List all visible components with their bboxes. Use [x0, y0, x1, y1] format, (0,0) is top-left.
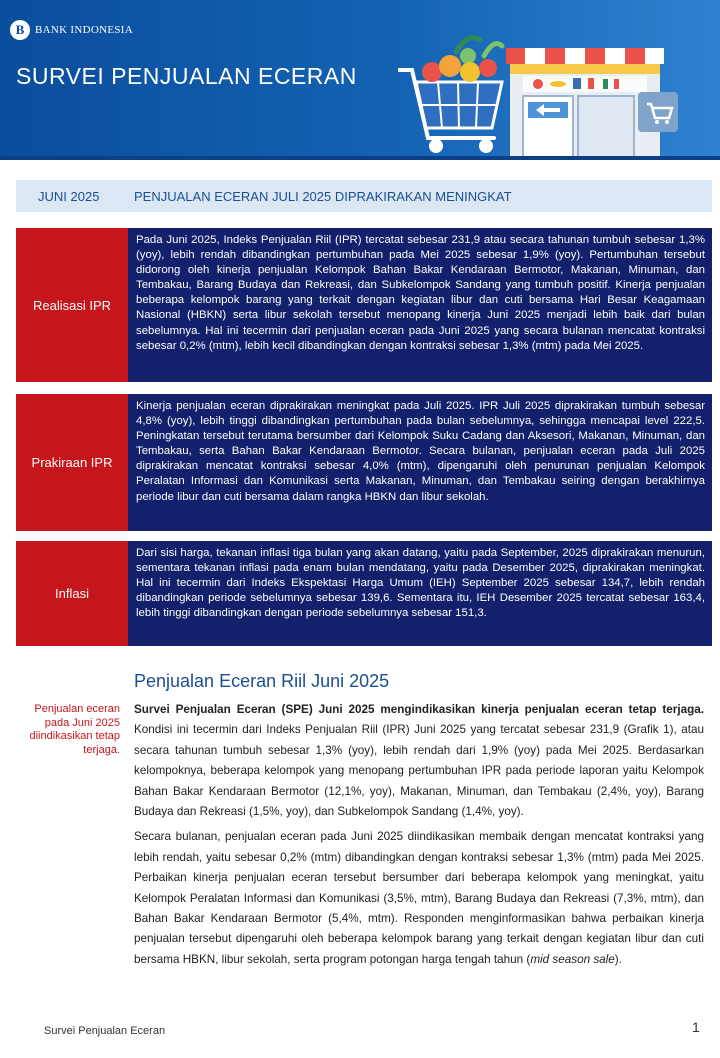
paragraph-text: ).: [614, 952, 622, 966]
paragraph-italic: mid season sale: [530, 952, 615, 966]
article-paragraph: [134, 700, 704, 822]
report-month: JUNI 2025: [38, 188, 100, 204]
page-number: 1: [692, 1019, 700, 1035]
section-label: Prakiraan IPR: [16, 394, 128, 531]
header-banner: [0, 0, 720, 158]
section-inflasi: [16, 541, 712, 646]
shopping-cart-store-illustration: [398, 26, 720, 158]
paragraph-lead: Survei Penjualan Eceran (SPE) Juni 2025 mengindikasikan kinerja penjualan eceran tetap terjaga.: [134, 703, 704, 716]
footer-title: Survei Penjualan Eceran: [44, 1025, 166, 1037]
section-prakiraan-ipr: [16, 394, 712, 531]
bank-name: BANK INDONESIA: [35, 24, 134, 36]
summary-header: [16, 180, 712, 212]
paragraph-text: Secara bulanan, penjualan eceran pada Juni 2025 diindikasikan membaik dengan mencatat kontraksi yang lebih rendah, yaitu sebesar 0,2% (mtm) dibandingkan dengan kontraksi sebesar 1,3% (mtm) pada Mei 2025. Perbaikan kinerja penjualan eceran tersebut bersumber dari beberapa kelompok yang meningkat, yaitu Kelompok Peralatan Informasi dan Komunikasi (3,5%, mtm), Barang Budaya dan Rekreasi (7,3%, mtm), dan Bahan Bakar Kendaraan Bermotor (5,4%, mtm). Responden menginformasikan bahwa perbaikan kinerja penjualan tersebut dipengaruhi oleh beberapa kelompok barang yang terkait dengan kegiatan libur dan cuti bersama HBKN, libur sekolah, serta program potongan harga tengah tahun (: [134, 830, 704, 966]
banner-divider: [0, 156, 720, 160]
article-heading: Penjualan Eceran Riil Juni 2025: [134, 671, 390, 691]
section-text: Dari sisi harga, tekanan inflasi tiga bulan yang akan datang, yaitu pada September, 2025 diprakirakan menurun, sementara tekanan inflasi pada enam bulan mendatang, yaitu pada Desember 2025, diprakirakan meningkat. Hal ini tecermin dari Indeks Ekspektasi Harga Umum (IEH) September 2025 sebesar 134,7, lebih rendah dibandingkan periode sebelumnya sebesar 139,6. Sementara itu, IEH Desember 2025 tercatat sebesar 163,4, lebih tinggi dibandingkan dengan periode sebelumnya sebesar 151,3.: [128, 541, 712, 646]
section-label: Inflasi: [16, 541, 128, 646]
bank-brand: [10, 20, 133, 40]
section-label: Realisasi IPR: [16, 228, 128, 382]
article-paragraph: [134, 827, 704, 970]
bank-logo-icon: B: [10, 20, 30, 40]
section-text: Kinerja penjualan eceran diprakirakan meningkat pada Juli 2025. IPR Juli 2025 diprakirakan tumbuh sebesar 4,8% (yoy), lebih tinggi dibandingkan pertumbuhan pada bulan sebelumnya, sehingga mencapai level 222,5. Peningkatan tersebut terutama bersumber dari Kelompok Suku Cadang dan Aksesori, Makanan, Minuman, dan Tembakau, serta Bahan Bakar Kendaraan Bermotor. Secara bulanan, penjualan eceran pada Juli 2025 diprakirakan mencatat kontraksi sebesar 4,0% (mtm), dipengaruhi oleh penurunan penjualan Kelompok Peralatan Informasi dan Komunikasi serta Makanan, Minuman, dan Tembakau seiring dengan berakhirnya periode libur dan cuti bersama dalam rangka HBKN dan libur sekolah.: [128, 394, 712, 531]
article-body: [134, 700, 704, 970]
side-note: Penjualan eceran pada Juni 2025 diindikasikan tetap terjaga.: [29, 703, 120, 756]
paragraph-text: Kondisi ini tecermin dari Indeks Penjualan Riil (IPR) Juni 2025 yang tercatat sebesar 231,9 (Grafik 1), atau secara tahunan tumbuh sebesar 1,3% (yoy), lebih rendah dari 1,9% (yoy) pada Mei 2025. Berdasarkan kelompoknya, beberapa kelompok yang menopang pertumbuhan IPR pada periode laporan yaitu Kelompok Bahan Bakar Kendaraan Bermotor (12,1%, yoy), Makanan, Minuman, dan Tembakau (2,4%, yoy), Barang Budaya dan Rekreasi (1,5%, yoy), dan Subkelompok Sandang (1,4%, yoy).: [134, 723, 704, 819]
section-realisasi-ipr: [16, 228, 712, 382]
report-headline: PENJUALAN ECERAN JULI 2025 DIPRAKIRAKAN MENINGKAT: [134, 188, 512, 204]
section-text: Pada Juni 2025, Indeks Penjualan Riil (IPR) tercatat sebesar 231,9 atau secara tahunan tumbuh sebesar 1,3% (yoy), lebih rendah dibandingkan pertumbuhan pada Mei 2025 sebesar 1,9% (yoy). Pertumbuhan tersebut didorong oleh kinerja penjualan Kelompok Bahan Bakar Kendaraan Bermotor, Makanan, Minuman, dan Tembakau, Barang Budaya dan Rekreasi, dan Subkelompok Sandang yang tumbuh positif. Kinerja penjualan beberapa kelompok barang yang terkait dengan kegiatan libur dan cuti bersama Hari Besar Keagamaan Nasional (HBKN) serta libur sekolah tersebut menopang kinerja Juni 2025 menjadi lebih baik dari bulan sebelumnya. Hal ini tecermin dari penjualan eceran pada Juni 2025 yang secara bulanan mencatat kontraksi sebesar 0,2% (mtm), lebih kecil dibandingkan dengan kontraksi sebesar 1,3% (mtm) pada Mei 2025.: [128, 228, 712, 382]
report-title: SURVEI PENJUALAN ECERAN: [16, 63, 357, 89]
